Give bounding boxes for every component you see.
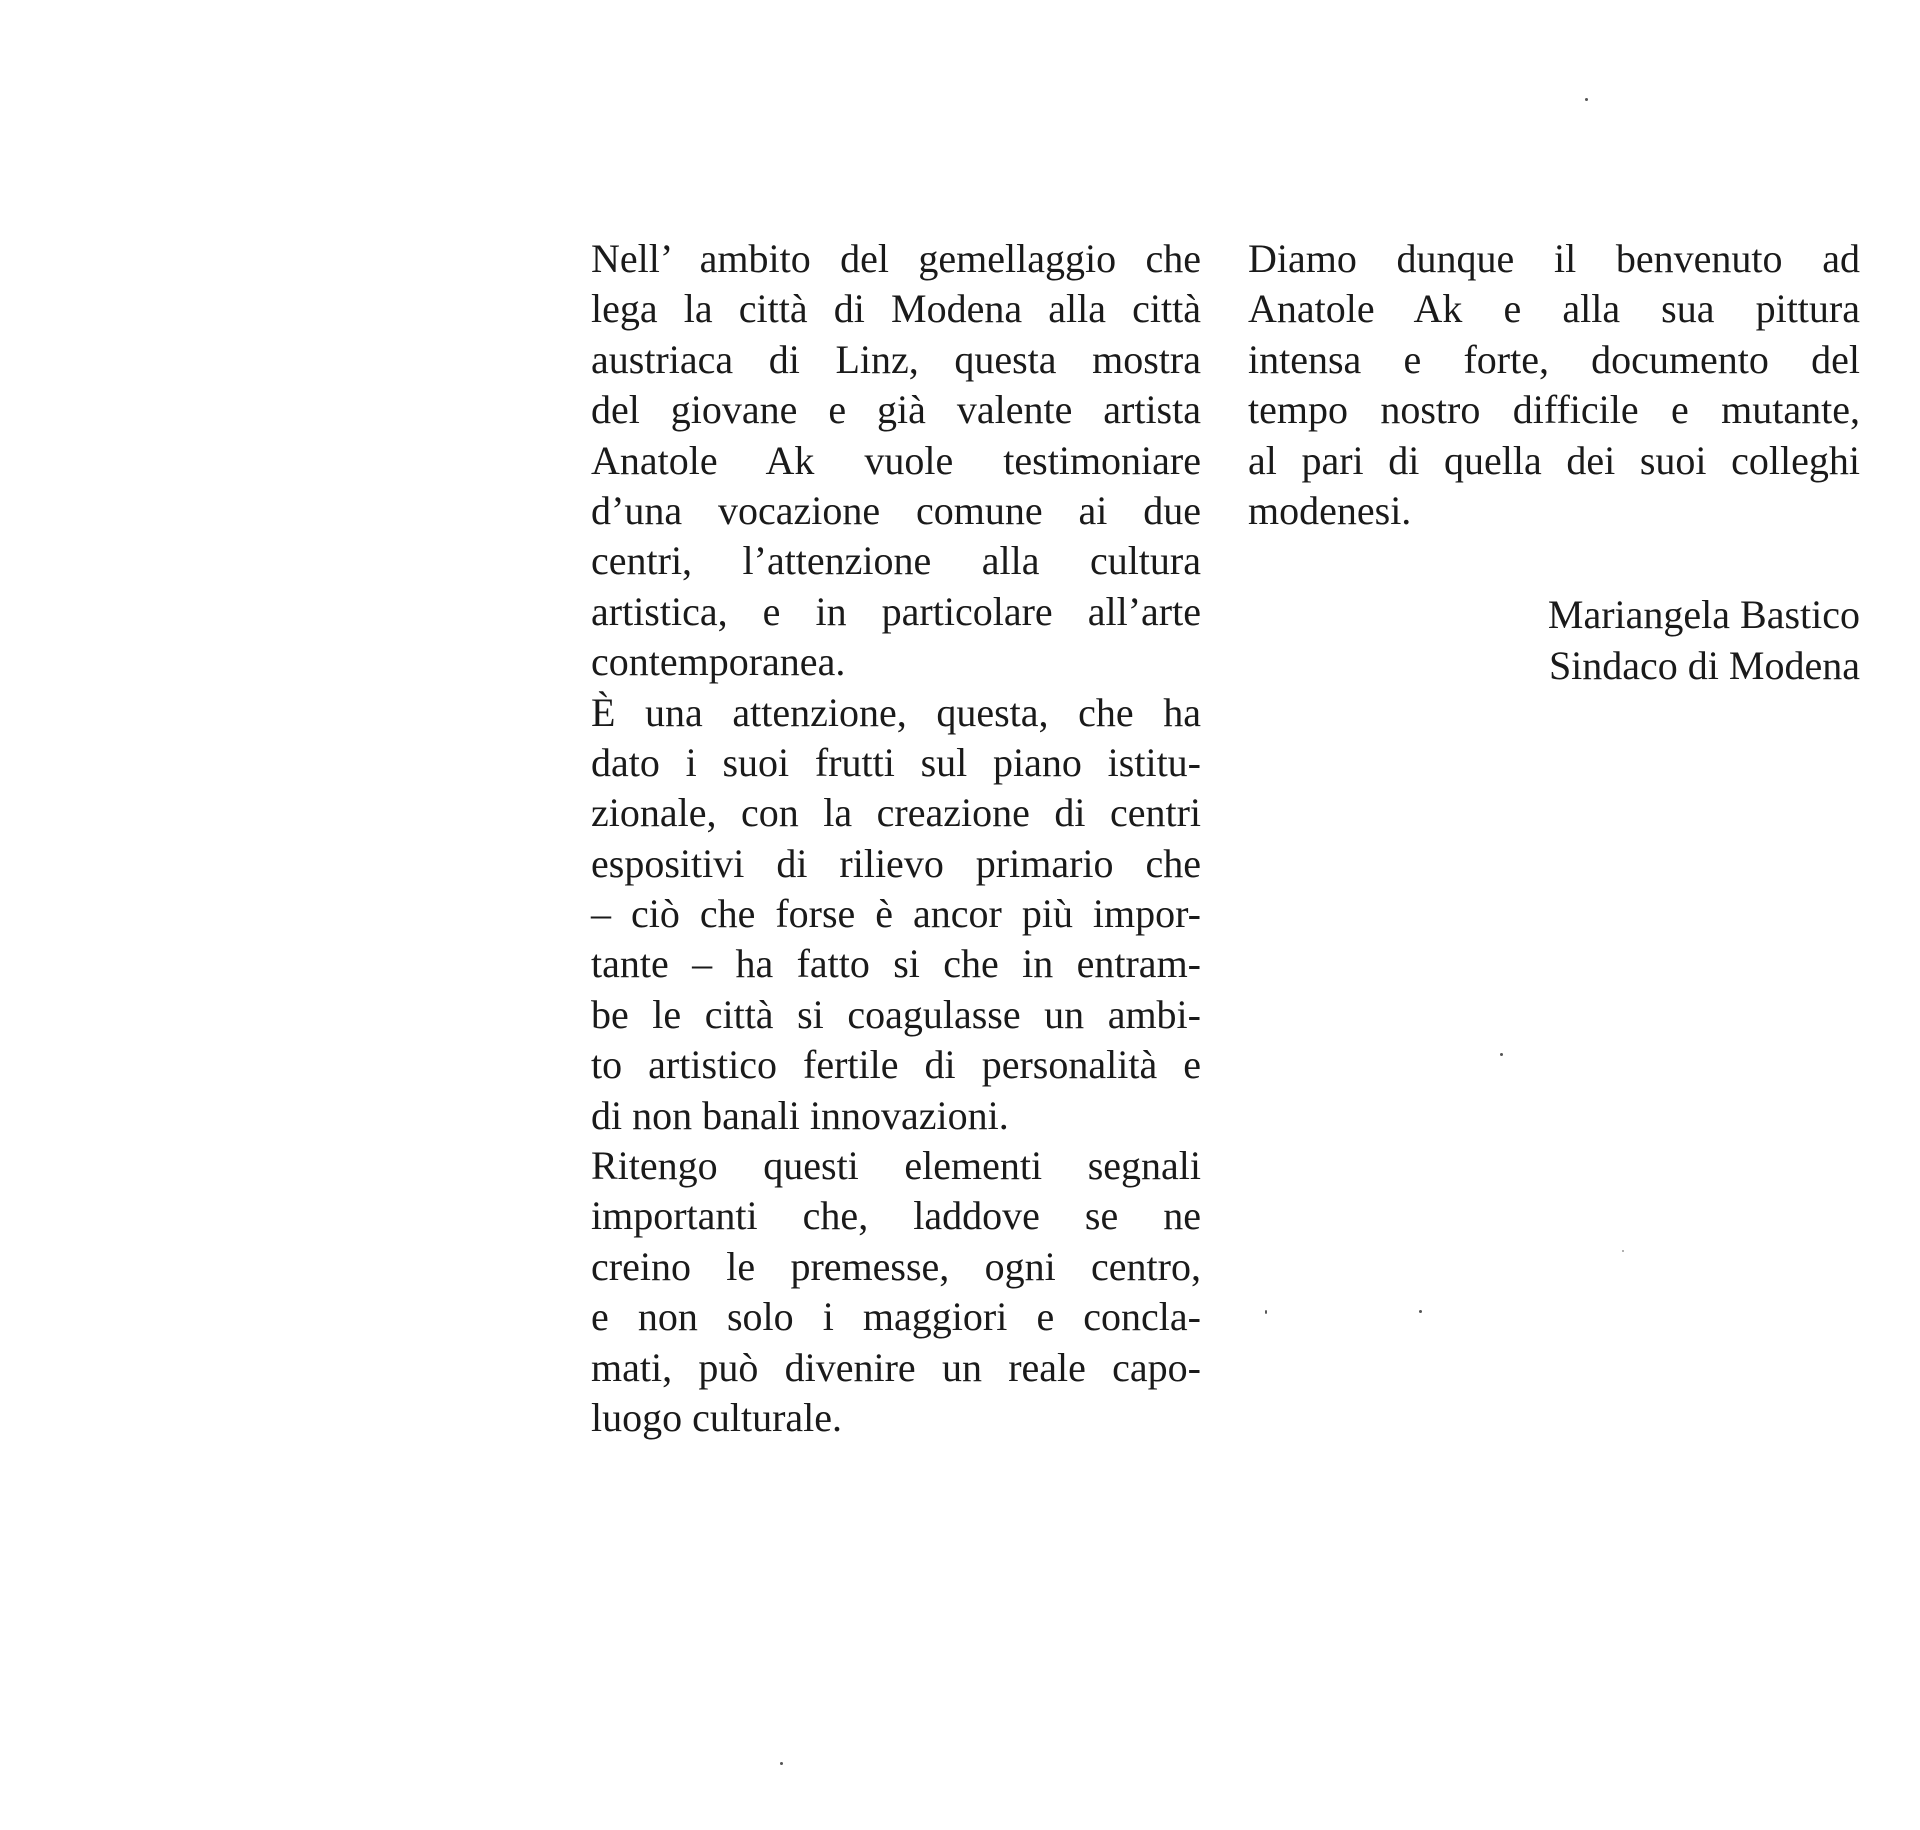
- text-line: Nell’ ambito del gemellaggio che: [591, 236, 1201, 281]
- text-line: Anatole Ak vuole testimoniare: [591, 437, 1201, 483]
- text-line: centri, l’attenzione alla cultura: [591, 538, 1201, 584]
- text-line: creino le premesse, ogni centro,: [591, 1243, 1201, 1289]
- text-line: di non banali innovazioni.: [591, 1092, 1009, 1138]
- text-line: importanti che, laddove se ne: [591, 1193, 1201, 1239]
- text-line: espositivi di rilievo primario che: [591, 840, 1201, 886]
- text-line: modenesi.: [1248, 487, 1412, 533]
- text-line: to artistico fertile di personalità e: [591, 1042, 1201, 1088]
- text-line: del giovane e già valente artista: [591, 387, 1201, 433]
- signature-title: Sindaco di Modena: [1548, 643, 1860, 688]
- text-line: dato i suoi frutti sul piano istitu-: [591, 739, 1201, 785]
- scan-speck: [1500, 1053, 1503, 1056]
- scan-speck: [1419, 1310, 1422, 1313]
- text-line: d’una vocazione comune ai due: [591, 487, 1201, 533]
- text-line: Diamo dunque il benvenuto ad: [1248, 236, 1860, 281]
- text-line: contemporanea.: [591, 639, 846, 685]
- text-line: mati, può divenire un reale capo-: [591, 1344, 1201, 1390]
- text-line: intensa e forte, documento del: [1248, 336, 1860, 382]
- text-line: al pari di quella dei suoi colleghi: [1248, 437, 1860, 483]
- scan-speck: [1622, 1250, 1624, 1252]
- text-line: luogo culturale.: [591, 1394, 843, 1440]
- text-line: austriaca di Linz, questa mostra: [591, 336, 1201, 382]
- text-line: e non solo i maggiori e concla-: [591, 1294, 1201, 1340]
- scan-speck: [1265, 1310, 1267, 1314]
- scan-speck: [1585, 98, 1588, 101]
- signature-name: Mariangela Bastico: [1547, 592, 1860, 637]
- text-line: be le città si coagulasse un ambi-: [591, 991, 1201, 1037]
- text-line: – ciò che forse è ancor più impor-: [591, 891, 1201, 937]
- text-line: tante – ha fatto si che in entram-: [591, 941, 1201, 987]
- text-line: zionale, con la creazione di centri: [591, 790, 1201, 836]
- text-line: Anatole Ak e alla sua pittura: [1248, 286, 1860, 332]
- text-line: tempo nostro difficile e mutante,: [1248, 387, 1860, 433]
- text-line: artistica, e in particolare all’arte: [591, 588, 1201, 634]
- scan-speck: [780, 1762, 783, 1765]
- left-text-column: [591, 234, 1201, 1443]
- text-line: È una attenzione, questa, che ha: [591, 689, 1201, 735]
- text-line: lega la città di Modena alla città: [591, 286, 1201, 332]
- signature-block: [1548, 589, 1860, 691]
- text-line: Ritengo questi elementi segnali: [591, 1143, 1201, 1189]
- right-text-column: [1248, 234, 1860, 536]
